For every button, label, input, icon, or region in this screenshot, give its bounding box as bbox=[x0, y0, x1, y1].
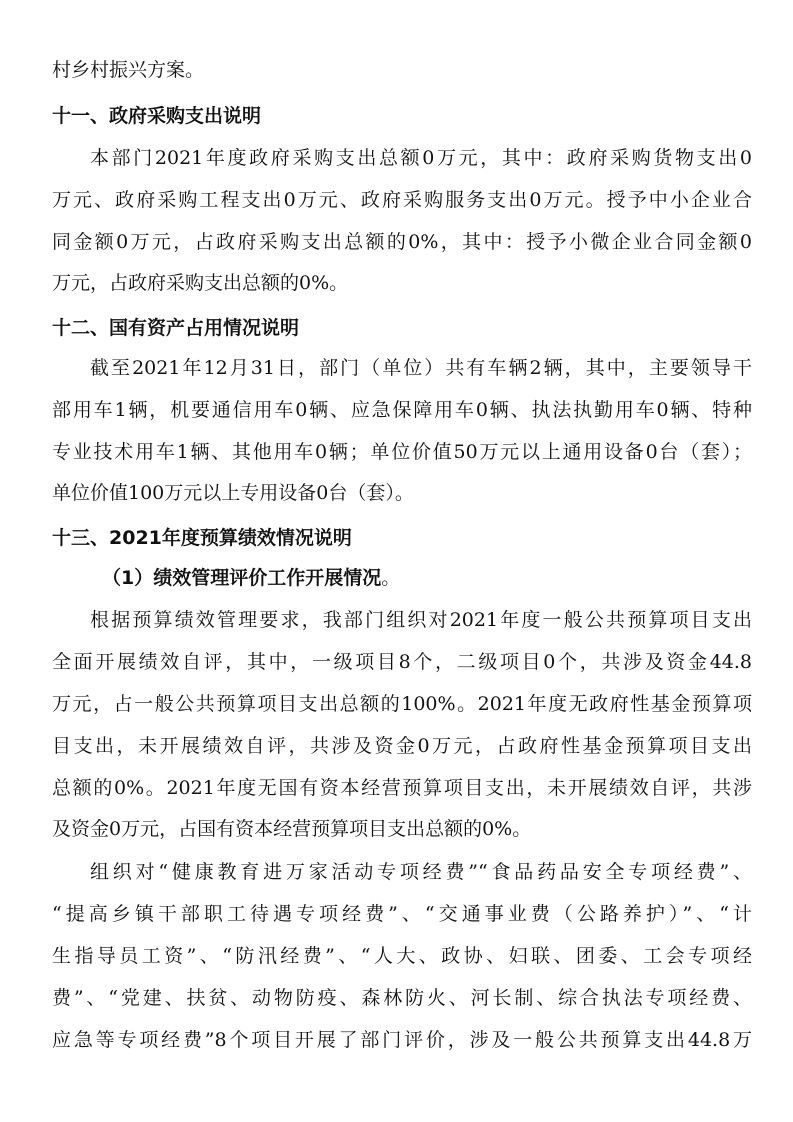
section-heading-12: 十二、国有资产占用情况说明 bbox=[52, 317, 300, 339]
paragraph-line: 全面开展绩效自评，其中，一级项目8个，二级项目0个，共涉及资金44.8 bbox=[52, 651, 752, 673]
section-heading-13: 十三、2021年度预算绩效情况说明 bbox=[52, 527, 352, 549]
paragraph-line: 同金额0万元，占政府采购支出总额的0%，其中：授予小微企业合同金额0 bbox=[52, 231, 752, 253]
subsection-heading-label: （1）绩效管理评价工作开展情况 bbox=[102, 567, 382, 589]
paragraph-line: 部用车1辆，机要通信用车0辆、应急保障用车0辆、执法执勤用车0辆、特种 bbox=[52, 399, 752, 421]
paragraph-line: 单位价值100万元以上专用设备0台（套）。 bbox=[52, 482, 414, 504]
section-heading-11: 十一、政府采购支出说明 bbox=[52, 105, 262, 127]
paragraph-line: 应急等专项经费”8个项目开展了部门评价，涉及一般公共预算支出44.8万 bbox=[52, 1029, 752, 1051]
paragraph-line: 目支出，未开展绩效自评，共涉及资金0万元，占政府性基金预算项目支出 bbox=[52, 735, 752, 757]
paragraph-line: 及资金0万元，占国有资本经营预算项目支出总额的0%。 bbox=[52, 818, 532, 840]
paragraph-line: 专业技术用车1辆、其他用车0辆；单位价值50万元以上通用设备0台（套）； bbox=[52, 441, 752, 463]
paragraph-line: “提高乡镇干部职工待遇专项经费”、“交通事业费（公路养护）”、“计 bbox=[52, 903, 752, 925]
paragraph-line: 组织对“健康教育进万家活动专项经费”“食品药品安全专项经费”、 bbox=[90, 861, 752, 883]
subsection-heading-period: 。 bbox=[381, 567, 401, 589]
paragraph-line: 总额的0%。2021年度无国有资本经营预算项目支出，未开展绩效自评，共涉 bbox=[52, 777, 752, 799]
paragraph-line: 根据预算绩效管理要求，我部门组织对2021年度一般公共预算项目支出 bbox=[90, 609, 752, 631]
paragraph-line: 万元、政府采购工程支出0万元、政府采购服务支出0万元。授予中小企业合 bbox=[52, 189, 752, 211]
paragraph-line: 村乡村振兴方案。 bbox=[52, 59, 205, 81]
paragraph-line: 截至2021年12月31日，部门（单位）共有车辆2辆，其中，主要领导干 bbox=[90, 357, 752, 379]
subsection-heading bbox=[102, 566, 752, 590]
paragraph-line: 万元，占一般公共预算项目支出总额的100%。2021年度无政府性基金预算项 bbox=[52, 693, 752, 715]
paragraph-line: 费”、“党建、扶贫、动物防疫、森林防火、河长制、综合执法专项经费、 bbox=[52, 987, 752, 1009]
paragraph-line: 生指导员工资”、“防汛经费”、“人大、政协、妇联、团委、工会专项经 bbox=[52, 945, 752, 967]
paragraph-line: 万元，占政府采购支出总额的0%。 bbox=[52, 272, 349, 294]
paragraph-line: 本部门2021年度政府采购支出总额0万元，其中：政府采购货物支出0 bbox=[90, 147, 752, 169]
